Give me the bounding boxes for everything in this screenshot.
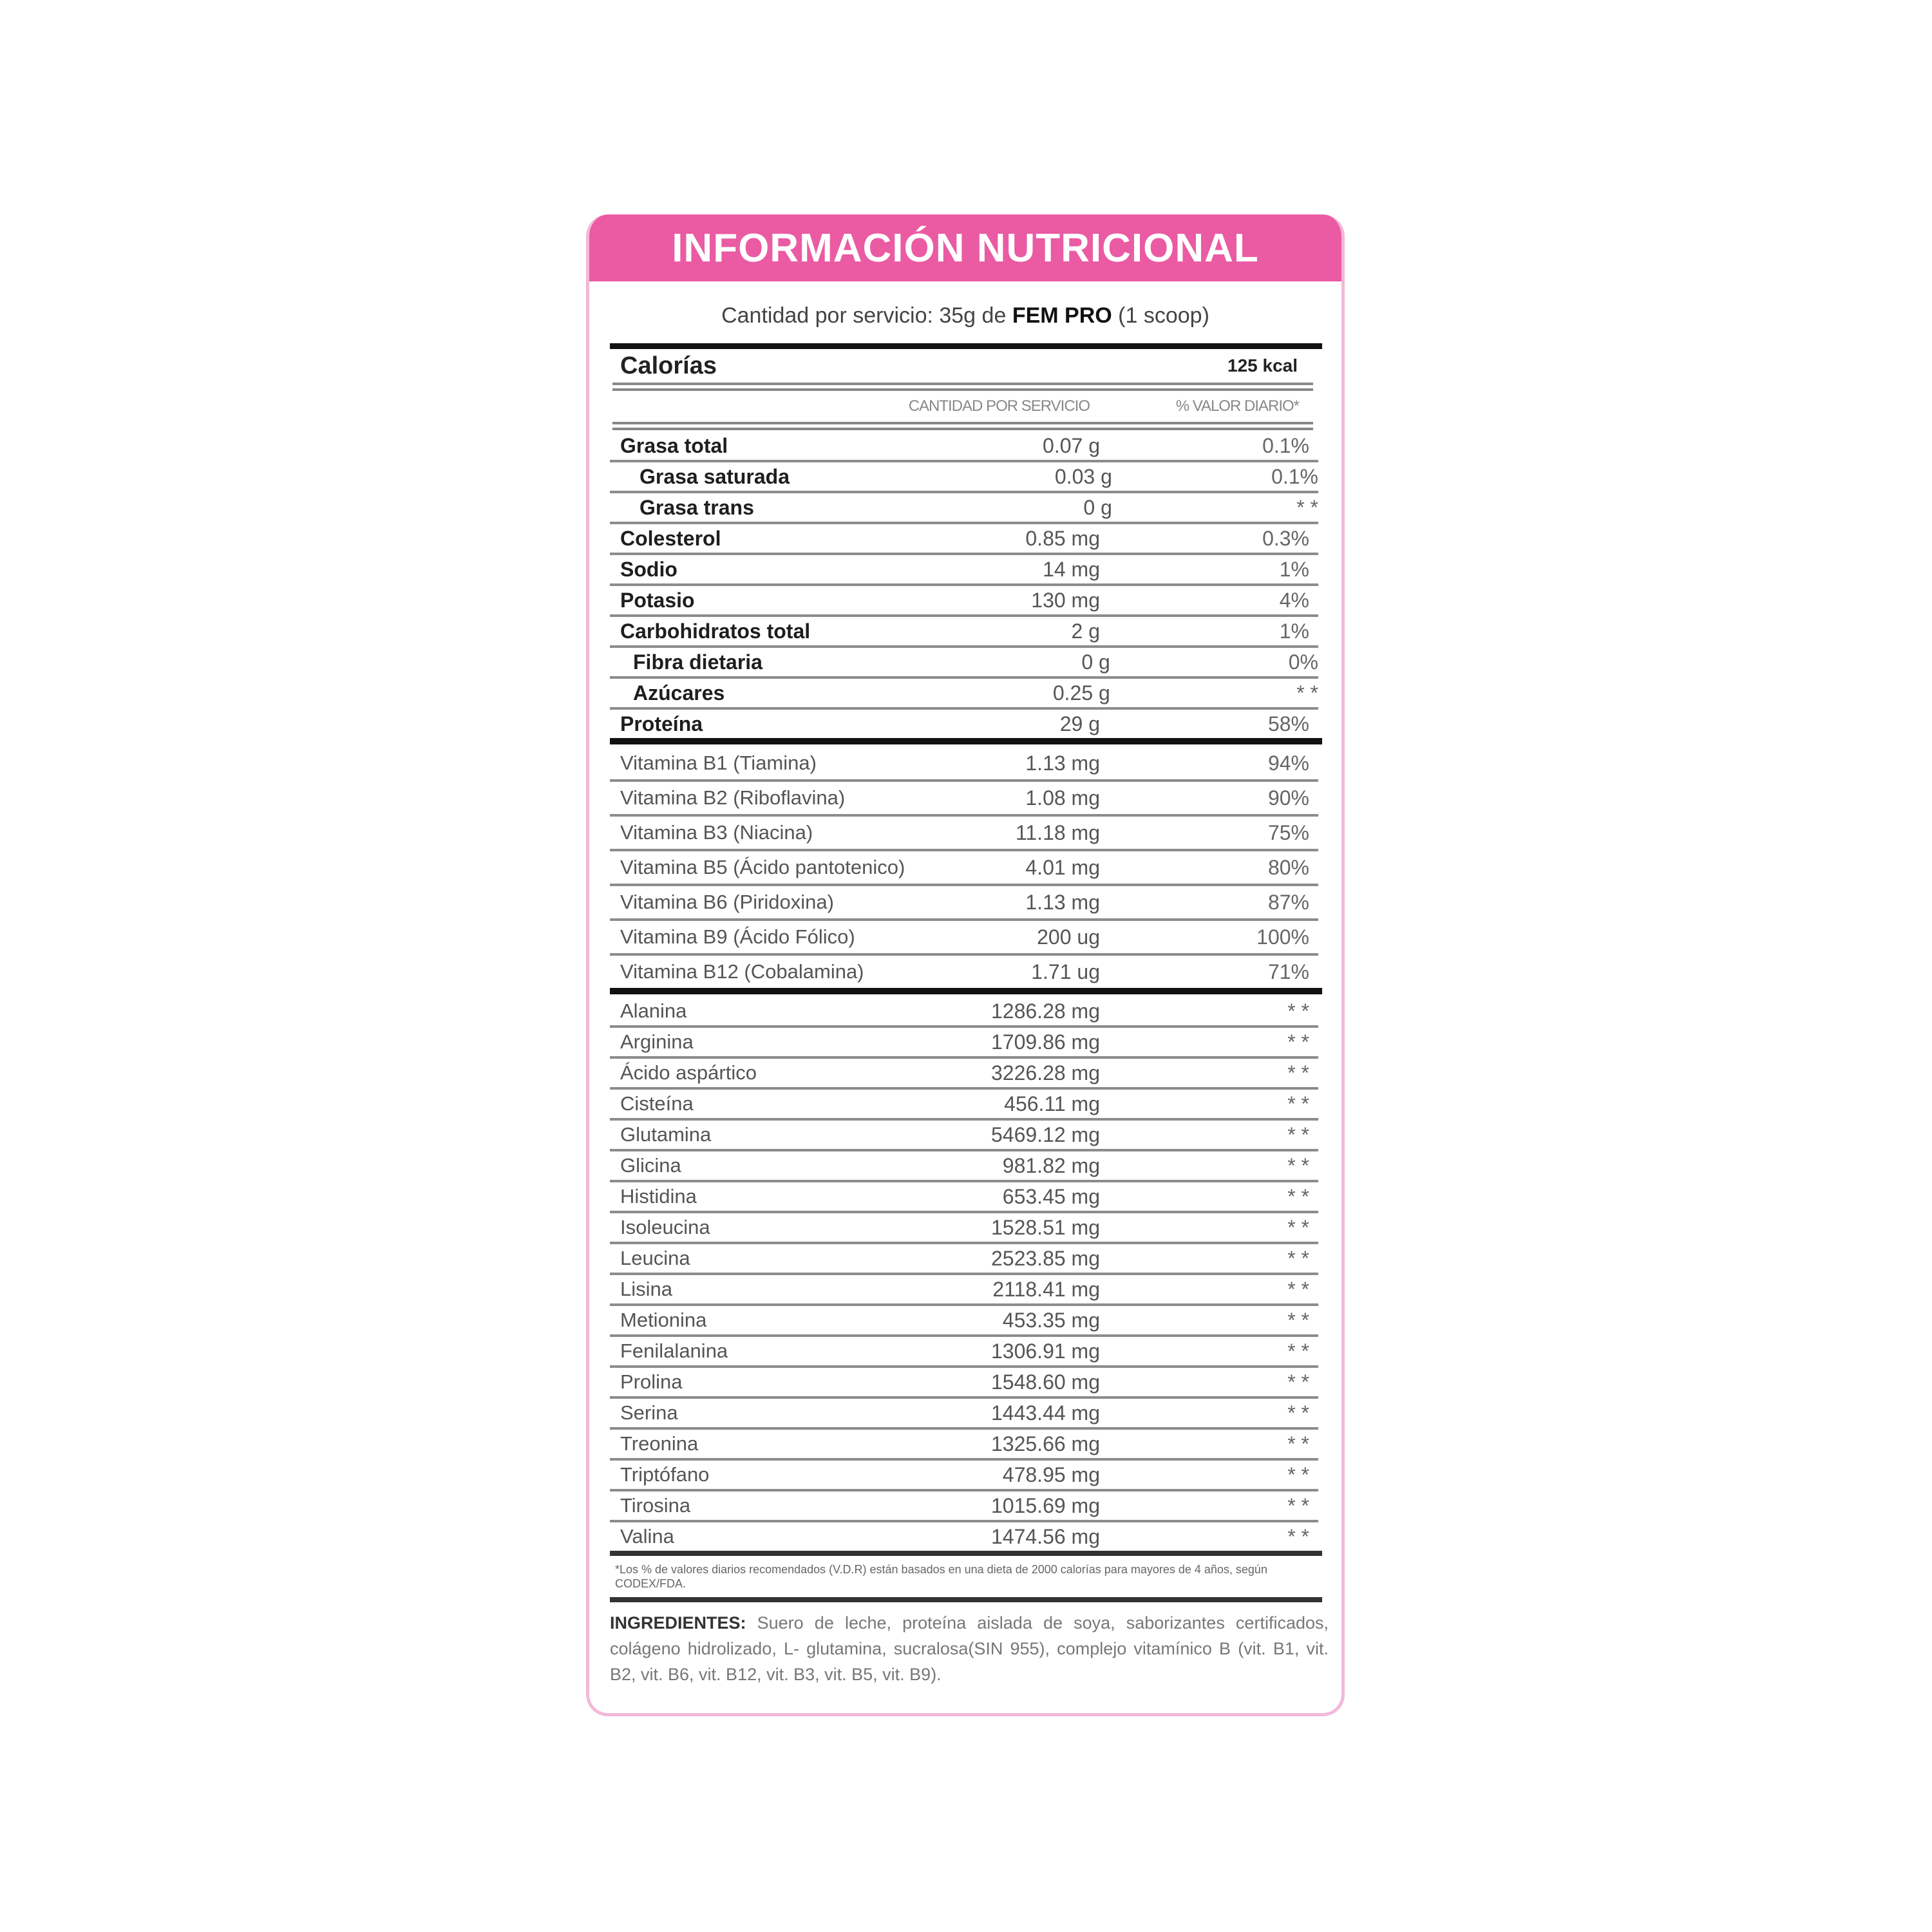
nutrient-daily-value: 90% bbox=[1267, 786, 1309, 810]
nutrient-name: Fenilalanina bbox=[620, 1340, 728, 1362]
nutrient-name: Grasa saturada bbox=[639, 464, 790, 488]
table-row bbox=[610, 648, 1318, 679]
table-row bbox=[610, 1059, 1318, 1090]
nutrient-name: Arginina bbox=[620, 1030, 694, 1053]
divider-thick bbox=[610, 343, 1322, 349]
ingredients-label: INGREDIENTES: bbox=[610, 1613, 746, 1633]
nutrient-name: Fibra dietaria bbox=[633, 650, 762, 674]
nutrient-amount: 3226.28 mg bbox=[990, 1061, 1100, 1084]
nutrient-name: Triptófano bbox=[620, 1463, 710, 1486]
table-row bbox=[610, 462, 1318, 493]
table-row bbox=[610, 851, 1318, 886]
nutrient-daily-value: 1% bbox=[1279, 557, 1309, 581]
nutrient-amount: 1709.86 mg bbox=[990, 1030, 1100, 1054]
nutrient-daily-value: 0.1% bbox=[1271, 464, 1318, 488]
nutrient-name: Histidina bbox=[620, 1185, 697, 1208]
nutrient-daily-value: * * bbox=[1287, 1122, 1309, 1146]
nutrient-amount: 1325.66 mg bbox=[990, 1432, 1100, 1455]
nutrient-daily-value: * * bbox=[1287, 1061, 1309, 1084]
nutrient-daily-value: * * bbox=[1287, 1030, 1309, 1054]
nutrient-amount: 653.45 mg bbox=[1002, 1184, 1100, 1208]
nutrient-daily-value: * * bbox=[1287, 1092, 1309, 1115]
vitamins-section bbox=[610, 747, 1322, 990]
table-row bbox=[610, 710, 1318, 741]
nutrient-amount: 1474.56 mg bbox=[990, 1524, 1100, 1548]
nutrient-name: Glicina bbox=[620, 1154, 681, 1177]
nutrient-daily-value: * * bbox=[1296, 681, 1318, 705]
nutrient-amount: 456.11 mg bbox=[1004, 1092, 1100, 1115]
nutrient-daily-value: * * bbox=[1287, 999, 1309, 1023]
nutrient-amount: 2523.85 mg bbox=[990, 1246, 1100, 1270]
nutrient-amount: 1.71 ug bbox=[1031, 960, 1100, 983]
nutrient-name: Grasa trans bbox=[639, 495, 754, 519]
nutrient-name: Vitamina B3 (Niacina) bbox=[620, 821, 813, 844]
nutrient-daily-value: 94% bbox=[1267, 751, 1309, 775]
label-title: INFORMACIÓN NUTRICIONAL bbox=[672, 225, 1259, 270]
table-row bbox=[610, 1461, 1318, 1492]
table-row bbox=[610, 1182, 1318, 1213]
nutrient-amount: 2118.41 mg bbox=[992, 1277, 1100, 1301]
daily-value-footnote: *Los % de valores diarios recomendados (V.D.R) están basados en una dieta de 2000 calorías para mayores de 4 años, según CODEX/FDA. bbox=[615, 1563, 1267, 1590]
nutrition-table bbox=[610, 343, 1329, 1687]
nutrient-amount: 0 g bbox=[1081, 650, 1110, 674]
table-row bbox=[610, 1368, 1318, 1399]
nutrient-name: Cisteína bbox=[620, 1092, 694, 1115]
divider-thick bbox=[610, 738, 1322, 744]
table-row bbox=[610, 679, 1318, 710]
nutrient-name: Tirosina bbox=[620, 1494, 691, 1517]
table-row bbox=[610, 493, 1318, 524]
nutrient-daily-value: 87% bbox=[1267, 890, 1309, 914]
calories-value: 125 kcal bbox=[1227, 355, 1298, 375]
nutrient-amount: 1015.69 mg bbox=[990, 1493, 1100, 1517]
divider-thick bbox=[610, 988, 1322, 994]
nutrient-amount: 29 g bbox=[1059, 712, 1100, 735]
nutrient-daily-value: 100% bbox=[1256, 925, 1309, 949]
nutrient-amount: 1286.28 mg bbox=[990, 999, 1100, 1023]
nutrient-daily-value: * * bbox=[1287, 1153, 1309, 1177]
nutrient-name: Potasio bbox=[620, 588, 695, 612]
nutrient-name: Isoleucina bbox=[620, 1216, 710, 1238]
table-row bbox=[610, 586, 1318, 617]
table-row bbox=[610, 1522, 1318, 1553]
nutrient-daily-value: * * bbox=[1287, 1246, 1309, 1270]
nutrient-daily-value: 0% bbox=[1288, 650, 1318, 674]
nutrient-amount: 5469.12 mg bbox=[990, 1122, 1100, 1146]
table-row bbox=[610, 1090, 1318, 1121]
nutrient-daily-value: * * bbox=[1287, 1370, 1309, 1394]
table-row bbox=[610, 1337, 1318, 1368]
nutrient-name: Colesterol bbox=[620, 526, 721, 550]
nutrient-amount: 0.07 g bbox=[1043, 433, 1100, 457]
column-headers bbox=[610, 391, 1322, 422]
macronutrients-section bbox=[610, 431, 1322, 741]
table-row bbox=[610, 1430, 1318, 1461]
table-row bbox=[610, 1151, 1318, 1182]
table-row bbox=[610, 886, 1318, 921]
nutrient-daily-value: 75% bbox=[1267, 820, 1309, 844]
nutrient-name: Sodio bbox=[620, 557, 677, 581]
nutrient-name: Alanina bbox=[620, 999, 687, 1022]
nutrient-name: Valina bbox=[620, 1525, 674, 1548]
column-dv-header: % VALOR DIARIO* bbox=[1175, 397, 1299, 415]
nutrient-name: Vitamina B6 (Piridoxina) bbox=[620, 891, 834, 913]
table-row bbox=[610, 555, 1318, 586]
nutrient-daily-value: * * bbox=[1287, 1308, 1309, 1332]
table-row bbox=[610, 921, 1318, 956]
nutrient-daily-value: * * bbox=[1287, 1493, 1309, 1517]
nutrient-daily-value: * * bbox=[1287, 1339, 1309, 1363]
nutrient-name: Leucina bbox=[620, 1247, 690, 1269]
nutrient-name: Vitamina B12 (Cobalamina) bbox=[620, 960, 864, 983]
nutrient-amount: 1.13 mg bbox=[1025, 890, 1100, 914]
nutrient-amount: 0.03 g bbox=[1054, 464, 1112, 488]
nutrient-name: Treonina bbox=[620, 1432, 699, 1455]
ingredients-text: INGREDIENTES: Suero de leche, proteína aislada de soya, saborizantes certificados, colágeno hidrolizado, L- glutamina, sucralosa(SIN 955), complejo vitamínico B (vit. B1, vit. B2, vit. B6, vit. B12, vit. B3, vit. B5, vit. B9). bbox=[610, 1613, 1329, 1684]
nutrient-amount: 1.08 mg bbox=[1025, 786, 1100, 810]
nutrient-amount: 4.01 mg bbox=[1025, 855, 1100, 879]
calories-label: Calorías bbox=[620, 352, 717, 379]
nutrient-daily-value: * * bbox=[1287, 1432, 1309, 1455]
nutrient-name: Glutamina bbox=[620, 1123, 712, 1146]
nutrient-amount: 2 g bbox=[1071, 619, 1100, 643]
nutrition-label-card bbox=[586, 214, 1345, 1716]
nutrient-daily-value: 58% bbox=[1267, 712, 1309, 735]
table-row bbox=[610, 1306, 1318, 1337]
nutrient-daily-value: 0.3% bbox=[1262, 526, 1309, 550]
table-row bbox=[610, 782, 1318, 817]
divider-double bbox=[612, 422, 1313, 430]
nutrient-amount: 0.85 mg bbox=[1025, 526, 1100, 550]
nutrient-daily-value: * * bbox=[1287, 1215, 1309, 1239]
nutrient-name: Vitamina B1 (Tiamina) bbox=[620, 752, 817, 774]
table-row bbox=[610, 997, 1318, 1028]
table-row bbox=[610, 617, 1318, 648]
nutrient-name: Vitamina B5 (Ácido pantotenico) bbox=[620, 856, 905, 878]
table-row bbox=[610, 1213, 1318, 1244]
table-row bbox=[610, 1244, 1318, 1275]
nutrient-name: Metionina bbox=[620, 1309, 707, 1331]
nutrient-amount: 478.95 mg bbox=[1002, 1463, 1100, 1486]
nutrient-amount: 1528.51 mg bbox=[990, 1215, 1100, 1239]
nutrient-amount: 453.35 mg bbox=[1002, 1308, 1100, 1332]
nutrient-amount: 1548.60 mg bbox=[990, 1370, 1100, 1394]
nutrient-daily-value: * * bbox=[1296, 495, 1318, 519]
serving-size: Cantidad por servicio: 35g de FEM PRO (1 scoop) bbox=[721, 303, 1209, 328]
nutrient-amount: 11.18 mg bbox=[1015, 820, 1100, 844]
table-row bbox=[610, 1121, 1318, 1151]
nutrient-name: Grasa total bbox=[620, 433, 728, 457]
product-name: FEM PRO bbox=[1012, 303, 1112, 328]
table-row bbox=[610, 1492, 1318, 1522]
table-row bbox=[610, 817, 1318, 851]
nutrient-amount: 1443.44 mg bbox=[990, 1401, 1100, 1425]
nutrient-amount: 1.13 mg bbox=[1025, 751, 1100, 775]
nutrient-daily-value: * * bbox=[1287, 1184, 1309, 1208]
table-row bbox=[610, 956, 1318, 990]
nutrient-name: Carbohidratos total bbox=[620, 619, 811, 643]
nutrient-amount: 14 mg bbox=[1043, 557, 1100, 581]
nutrient-daily-value: 71% bbox=[1267, 960, 1309, 983]
nutrient-amount: 0.25 g bbox=[1052, 681, 1110, 705]
nutrient-amount: 130 mg bbox=[1031, 588, 1100, 612]
nutrient-name: Proteína bbox=[620, 712, 703, 735]
nutrient-name: Prolina bbox=[620, 1370, 683, 1393]
column-amount-header: CANTIDAD POR SERVICIO bbox=[908, 397, 1090, 415]
table-row bbox=[610, 1399, 1318, 1430]
table-row bbox=[610, 1028, 1318, 1059]
nutrient-daily-value: 1% bbox=[1279, 619, 1309, 643]
label-header bbox=[586, 214, 1345, 281]
nutrient-daily-value: 0.1% bbox=[1262, 433, 1309, 457]
nutrient-name: Ácido aspártico bbox=[620, 1061, 757, 1084]
nutrient-name: Serina bbox=[620, 1401, 678, 1424]
nutrient-daily-value: * * bbox=[1287, 1463, 1309, 1486]
calories-row bbox=[610, 349, 1322, 383]
divider-double bbox=[612, 383, 1313, 391]
nutrient-name: Lisina bbox=[620, 1278, 672, 1300]
amino-acids-section bbox=[610, 997, 1322, 1553]
nutrient-daily-value: * * bbox=[1287, 1401, 1309, 1425]
table-row bbox=[610, 1275, 1318, 1306]
nutrient-daily-value: 80% bbox=[1267, 855, 1309, 879]
nutrient-name: Azúcares bbox=[633, 681, 725, 705]
nutrient-amount: 0 g bbox=[1083, 495, 1112, 519]
table-row bbox=[610, 524, 1318, 555]
table-row bbox=[610, 431, 1318, 462]
nutrient-name: Vitamina B2 (Riboflavina) bbox=[620, 786, 846, 809]
divider-thick bbox=[610, 1551, 1322, 1556]
divider-thick bbox=[610, 1597, 1322, 1602]
nutrient-amount: 981.82 mg bbox=[1002, 1153, 1100, 1177]
nutrient-name: Vitamina B9 (Ácido Fólico) bbox=[620, 925, 855, 948]
nutrient-daily-value: 4% bbox=[1279, 588, 1309, 612]
nutrient-amount: 200 ug bbox=[1037, 925, 1100, 949]
nutrient-amount: 1306.91 mg bbox=[990, 1339, 1100, 1363]
table-row bbox=[610, 747, 1318, 782]
nutrient-daily-value: * * bbox=[1287, 1524, 1309, 1548]
nutrient-daily-value: * * bbox=[1287, 1277, 1309, 1301]
